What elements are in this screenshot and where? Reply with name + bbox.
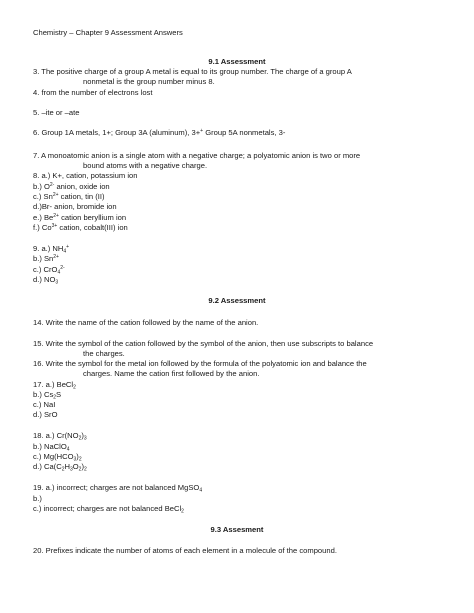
answer-8e — [33, 213, 126, 222]
answer-9d-text: d.) NO — [33, 275, 56, 284]
answer-16-line-2: charges. Name the cation first followed by the anion. — [83, 369, 260, 378]
answer-9c-subscript: 4 — [57, 269, 61, 276]
answer-17d: d.) SrO — [33, 410, 58, 419]
answer-6-text-b: Group 5A nonmetals, 3- — [203, 128, 286, 137]
answer-8c-rest: cation, tin (II) — [58, 192, 105, 201]
answer-9d-subscript: 3 — [55, 279, 59, 286]
answer-8f-text: f.) Co — [33, 223, 52, 232]
answer-15-line-2: the charges. — [83, 349, 125, 358]
answer-19a-text: 19. a.) incorrect; charges are not balanced MgSO — [33, 483, 200, 492]
answer-18c-text: c.) Mg(HCO — [33, 452, 74, 461]
answer-9a — [33, 244, 69, 253]
answer-6-superscript: + — [200, 128, 204, 134]
answer-8f — [33, 223, 128, 232]
answer-9c-text: c.) CrO — [33, 265, 58, 274]
answer-4: 4. from the number of electrons lost — [33, 88, 153, 97]
answer-18c-subscript-1: 3 — [73, 456, 77, 463]
answer-8d: d.)Br- anion, bromide ion — [33, 202, 117, 211]
answer-8f-charge: 3+ — [51, 223, 58, 229]
answer-15-line-1: 15. Write the symbol of the cation followed by the symbol of the anion, then use subscripts to balance — [33, 339, 374, 348]
answer-17c: c.) NaI — [33, 400, 56, 409]
answer-18c — [33, 452, 82, 461]
answer-9c-charge: 2- — [60, 265, 65, 271]
answer-19a — [33, 483, 202, 492]
answer-18c-paren: ) — [76, 452, 79, 461]
answer-9a-charge: + — [66, 244, 70, 250]
answer-8b-text: b.) O — [33, 182, 50, 191]
answer-8b-charge: 2- — [49, 182, 55, 188]
answer-18b — [33, 442, 70, 451]
answer-6-text-a: 6. Group 1A metals, 1+; Group 3A (aluminum), 3+ — [33, 128, 201, 137]
section-heading-9-1: 9.1 Assessment — [208, 57, 266, 66]
answer-7-line-2: bound atoms with a negative charge. — [83, 161, 208, 170]
answer-8e-charge: 2+ — [53, 213, 59, 219]
answer-17b — [33, 390, 61, 399]
answer-8c-text: c.) Sn — [33, 192, 53, 201]
answer-14: 14. Write the name of the cation followed by the name of the anion. — [33, 318, 259, 327]
answer-8b — [33, 182, 110, 191]
answer-18b-text: b.) NaClO — [33, 442, 67, 451]
answer-3-line-2: nonmetal is the group number minus 8. — [83, 77, 215, 86]
answer-19c-text: c.) incorrect; charges are not balanced BeCl — [33, 504, 182, 513]
answer-17a-subscript: 2 — [73, 384, 76, 391]
answer-18d-subscript-4: 2 — [83, 466, 87, 473]
answer-8c-charge: 2+ — [52, 192, 59, 198]
answer-18a-subscript-2: 3 — [83, 435, 87, 442]
answer-19b: b.) — [33, 494, 42, 503]
answer-8f-rest: cation, cobalt(III) ion — [57, 223, 128, 232]
answer-8b-rest: anion, oxide ion — [54, 182, 110, 191]
answer-17b-subscript: 2 — [53, 394, 57, 401]
answer-9a-text: 9. a.) NH — [33, 244, 64, 253]
answer-9b — [33, 254, 59, 263]
answer-18d-hydrogen: H — [64, 462, 70, 471]
answer-20: 20. Prefixes indicate the number of atoms of each element in a molecule of the compound. — [33, 546, 337, 555]
answer-3-line-1: 3. The positive charge of a group A metal is equal to its group number. The charge of a group A — [33, 67, 352, 76]
answer-17b-rest: S — [56, 390, 62, 399]
answer-18d — [33, 462, 87, 471]
answer-18d-oxygen: O — [72, 462, 79, 471]
answer-6 — [33, 128, 285, 137]
answer-5: 5. –ite or –ate — [33, 108, 80, 117]
answer-18a-subscript-1: 2 — [78, 435, 82, 442]
answer-18d-text: d.) Ca(C — [33, 462, 62, 471]
document-title: Chemistry – Chapter 9 Assessment Answers — [33, 28, 183, 37]
answer-8a: 8. a.) K+, cation, potassium ion — [33, 171, 138, 180]
answer-19c-subscript: 2 — [181, 508, 184, 515]
answer-8c — [33, 192, 105, 201]
answer-17b-text: b.) Cs — [33, 390, 54, 399]
answer-9c — [33, 265, 65, 274]
answer-19c — [33, 504, 184, 513]
answer-18b-subscript: 4 — [66, 446, 70, 453]
answer-9d — [33, 275, 58, 284]
answer-7-line-1: 7. A monoatomic anion is a single atom with a negative charge; a polyatomic anion is two or more — [33, 151, 361, 160]
answer-18c-subscript-2: 2 — [78, 456, 82, 463]
section-heading-9-2: 9.2 Assessment — [208, 296, 266, 305]
section-heading-9-3: 9.3 Assesment — [210, 525, 264, 534]
answer-18d-subscript-2: 3 — [69, 466, 73, 473]
answer-19a-subscript: 4 — [199, 487, 203, 494]
answer-18a — [33, 431, 87, 440]
answer-18d-subscript-1: 2 — [61, 466, 65, 473]
answer-8e-rest: cation beryllium ion — [58, 213, 127, 222]
answer-17a-text: 17. a.) BeCl — [33, 380, 74, 389]
answer-18d-paren: ) — [81, 462, 84, 471]
answer-16-line-1: 16. Write the symbol for the metal ion followed by the formula of the polyatomic ion and balance the — [33, 359, 367, 368]
answer-9b-charge: 2+ — [53, 254, 59, 260]
answer-18a-text: 18. a.) Cr(NO — [33, 431, 79, 440]
answer-9b-text: b.) Sn — [33, 254, 54, 263]
answer-8e-text: e.) Be — [33, 213, 54, 222]
answer-18a-paren: ) — [81, 431, 84, 440]
answer-18d-subscript-3: 2 — [78, 466, 82, 473]
answer-9a-subscript: 4 — [63, 248, 67, 255]
answer-17a — [33, 380, 76, 389]
